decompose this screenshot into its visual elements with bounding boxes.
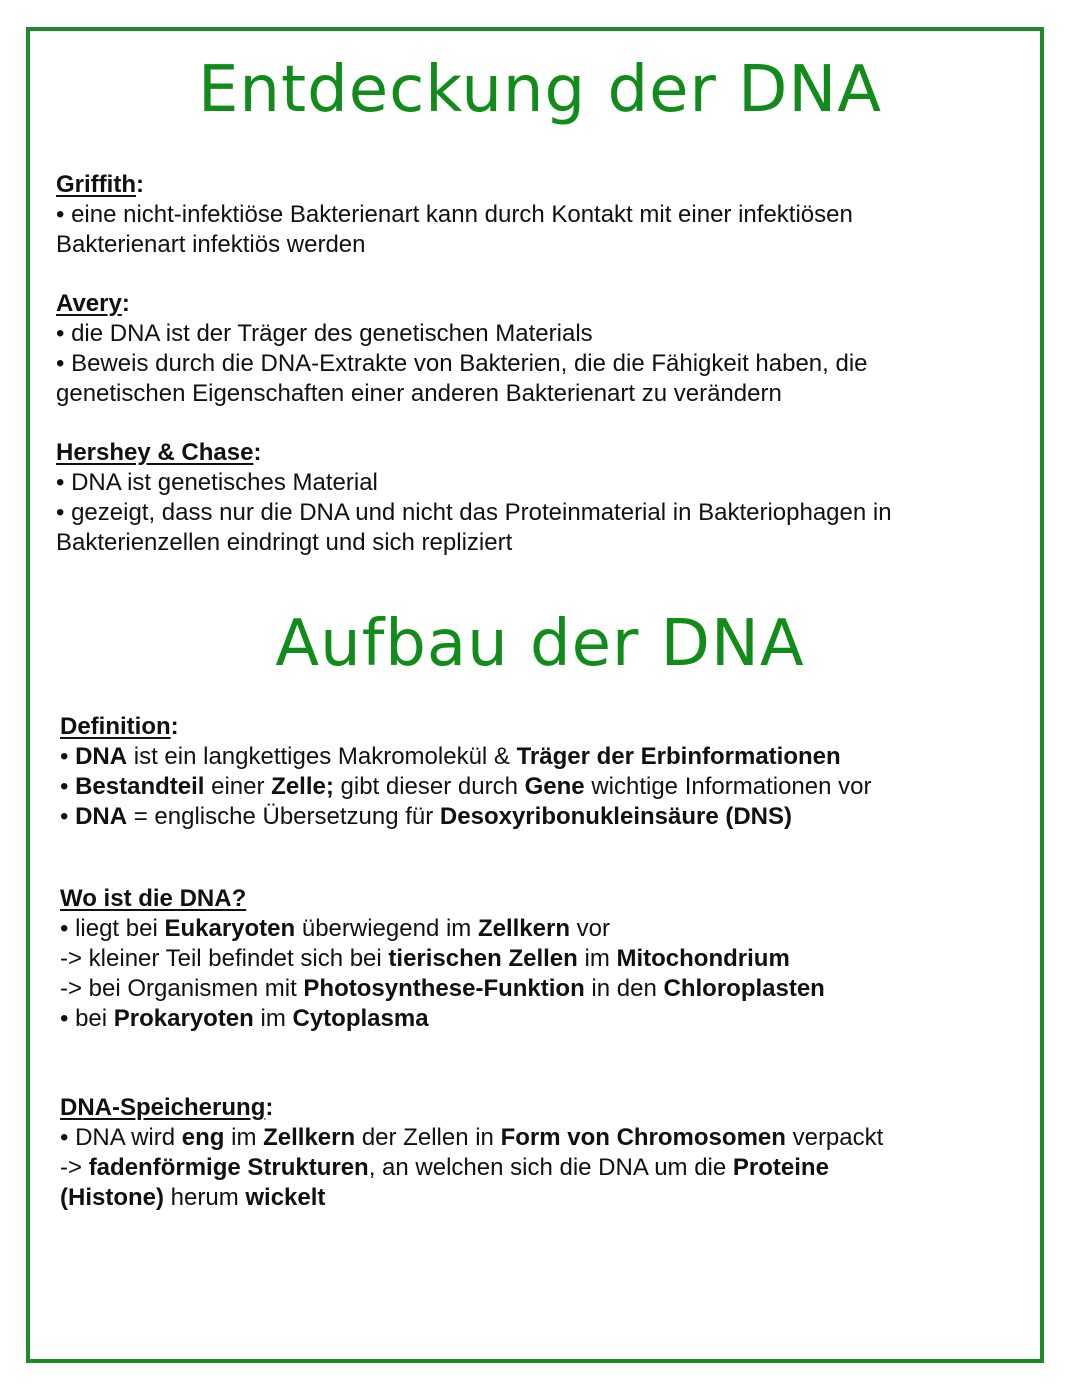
section-location bbox=[60, 884, 825, 1034]
avery-line-1: • die DNA ist der Träger des genetischen Materials bbox=[56, 320, 593, 347]
heading-definition: Definition: bbox=[60, 713, 179, 740]
avery-line-2: • Beweis durch die DNA-Extrakte von Bakterien, die die Fähigkeit haben, die bbox=[56, 350, 868, 377]
definition-line-3: • DNA = englische Übersetzung für Desoxyribonukleinsäure (DNS) bbox=[60, 803, 793, 830]
title-discovery: Entdeckung der DNA bbox=[197, 53, 883, 127]
title-structure: Aufbau der DNA bbox=[275, 607, 805, 681]
section-definition bbox=[60, 712, 871, 832]
storage-line-1: • DNA wird eng im Zellkern der Zellen in Form von Chromosomen verpackt bbox=[60, 1124, 884, 1151]
definition-line-1: • DNA ist ein langkettiges Makromolekül & Träger der Erbinformationen bbox=[60, 743, 841, 770]
hershey-line-3: Bakterienzellen eindringt und sich repliziert bbox=[56, 529, 513, 556]
griffith-line-1: • eine nicht-infektiöse Bakterienart kann durch Kontakt mit einer infektiösen bbox=[56, 201, 853, 228]
heading-avery: Avery: bbox=[56, 290, 130, 317]
griffith-line-2: Bakterienart infektiös werden bbox=[56, 231, 366, 258]
location-line-1: • liegt bei Eukaryoten überwiegend im Zellkern vor bbox=[60, 915, 611, 942]
location-line-4: • bei Prokaryoten im Cytoplasma bbox=[60, 1005, 429, 1032]
storage-line-3: (Histone) herum wickelt bbox=[60, 1184, 326, 1211]
avery-line-3: genetischen Eigenschaften einer anderen Bakterienart zu verändern bbox=[56, 380, 782, 407]
section-griffith bbox=[56, 170, 853, 260]
section-avery bbox=[56, 289, 868, 409]
location-line-3: -> bei Organismen mit Photosynthese-Funktion in den Chloroplasten bbox=[60, 975, 825, 1002]
location-line-2: -> kleiner Teil befindet sich bei tierischen Zellen im Mitochondrium bbox=[60, 945, 790, 972]
definition-line-2: • Bestandteil einer Zelle; gibt dieser durch Gene wichtige Informationen vor bbox=[60, 773, 872, 800]
heading-griffith: Griffith: bbox=[56, 171, 144, 198]
storage-line-2: -> fadenförmige Strukturen, an welchen sich die DNA um die Proteine bbox=[60, 1154, 829, 1181]
heading-storage: DNA-Speicherung: bbox=[60, 1094, 274, 1121]
heading-location: Wo ist die DNA? bbox=[60, 885, 247, 912]
hershey-line-1: • DNA ist genetisches Material bbox=[56, 469, 378, 496]
hershey-line-2: • gezeigt, dass nur die DNA und nicht das Proteinmaterial in Bakteriophagen in bbox=[56, 499, 892, 526]
heading-hershey-chase: Hershey & Chase: bbox=[56, 439, 262, 466]
section-storage bbox=[60, 1093, 883, 1213]
section-hershey-chase bbox=[56, 438, 892, 558]
